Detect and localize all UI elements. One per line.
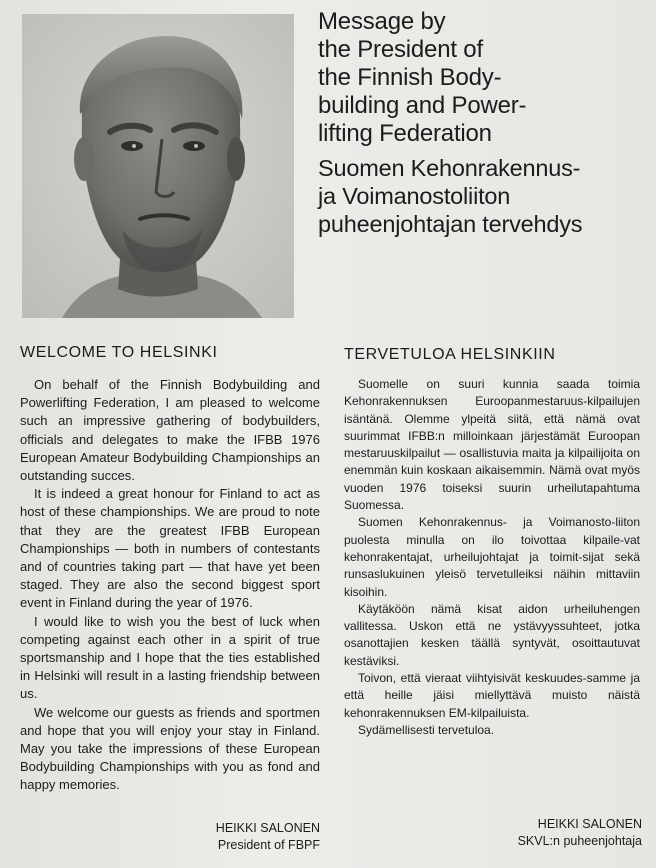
left-column-title: WELCOME TO HELSINKI [20, 344, 218, 361]
heading-finnish: Suomen Kehonrakennus- ja Voimanostoliiton puheenjohtajan tervehdys [318, 155, 583, 237]
right-signature-name: HEIKKI SALONEN [537, 817, 642, 831]
left-signature-role: President of FBPF [217, 838, 320, 852]
left-signature-name: HEIKKI SALONEN [215, 821, 320, 835]
left-paragraph-2: It is indeed a great honour for Finland to act as host of these championships. We are proud to note that they are the greatest IFBB European Championships — both in numbers of contestants and of countries taking part — that have yet been staged. They are also the second biggest sport event in Finland during the year of 1976. [20, 486, 320, 611]
right-paragraph-2: Suomen Kehonrakennus- ja Voimanosto-liiton puolesta minulla on ilo toivottaa kilpaile-vat kehonrakentajat, urheilujohtajat ja toimit-sijat sekä runsaslukuinen yleisö tervetulleiksi näihin mittaviin kisoihin. [344, 515, 640, 599]
heading-english: Message by the President of the Finnish Body- building and Power- lifting Federation [318, 8, 527, 147]
right-paragraph-3: Käytäköön nämä kisat aidon urheiluhengen vallitessa. Uskon että ne ystävyyssuhteet, jotka osanottajien kesken täällä syntyvät, osoittautuvat kestäviksi. [344, 601, 640, 668]
left-paragraph-4: We welcome our guests as friends and sportmen and hope that you will enjoy your stay in Finland. May you take the impressions of these European Bodybuilding Championships with you as fond and happy memories. [20, 704, 320, 793]
left-paragraph-3: I would like to wish you the best of luck when competing against each other in a spirit of true sportsmanship and I hope that the ties established in Helsinki will result in a lasting friendship between us. [20, 613, 320, 702]
right-column-title: TERVETULOA HELSINKIIN [344, 346, 556, 363]
right-column-body [344, 376, 640, 739]
portrait-photo [22, 14, 294, 318]
left-signature [216, 820, 320, 854]
left-column-body [20, 376, 320, 795]
right-paragraph-4: Toivon, että vieraat viihtyisivät keskuudes-samme ja että heille jäisi miellyttävä muisto näistä kehonrakennuksen EM-kilpailuista. [344, 671, 640, 720]
right-paragraph-1: Suomelle on suuri kunnia saada toimia Kehonrakennuksen Euroopanmestaruus-kilpailujen isäntänä. Olemme ylpeitä siitä, että nämä ovat suurimmat IFBB:n milloinkaan järjestämät Euroopan mestaruuskilpailut — osallistuvia maita ja kilpailijoita on enemmän kuin koskaan aikaisemmin. Nämä ovat myös vuoden 1976 toiseksi suurin urheilutapahtuma Suomessa. [344, 377, 640, 513]
right-signature [518, 816, 642, 850]
right-closing: Sydämellisesti tervetuloa. [358, 722, 495, 737]
message-heading [318, 8, 648, 238]
right-signature-role: SKVL:n puheenjohtaja [517, 834, 642, 848]
left-paragraph-1: On behalf of the Finnish Bodybuilding and Powerlifting Federation, I am pleased to welcome such an impressive gathering of bodybuilders, officials and delegates to make the IFBB 1976 European Amateur Bodybuilding Championships an outstanding succes. [20, 377, 320, 484]
